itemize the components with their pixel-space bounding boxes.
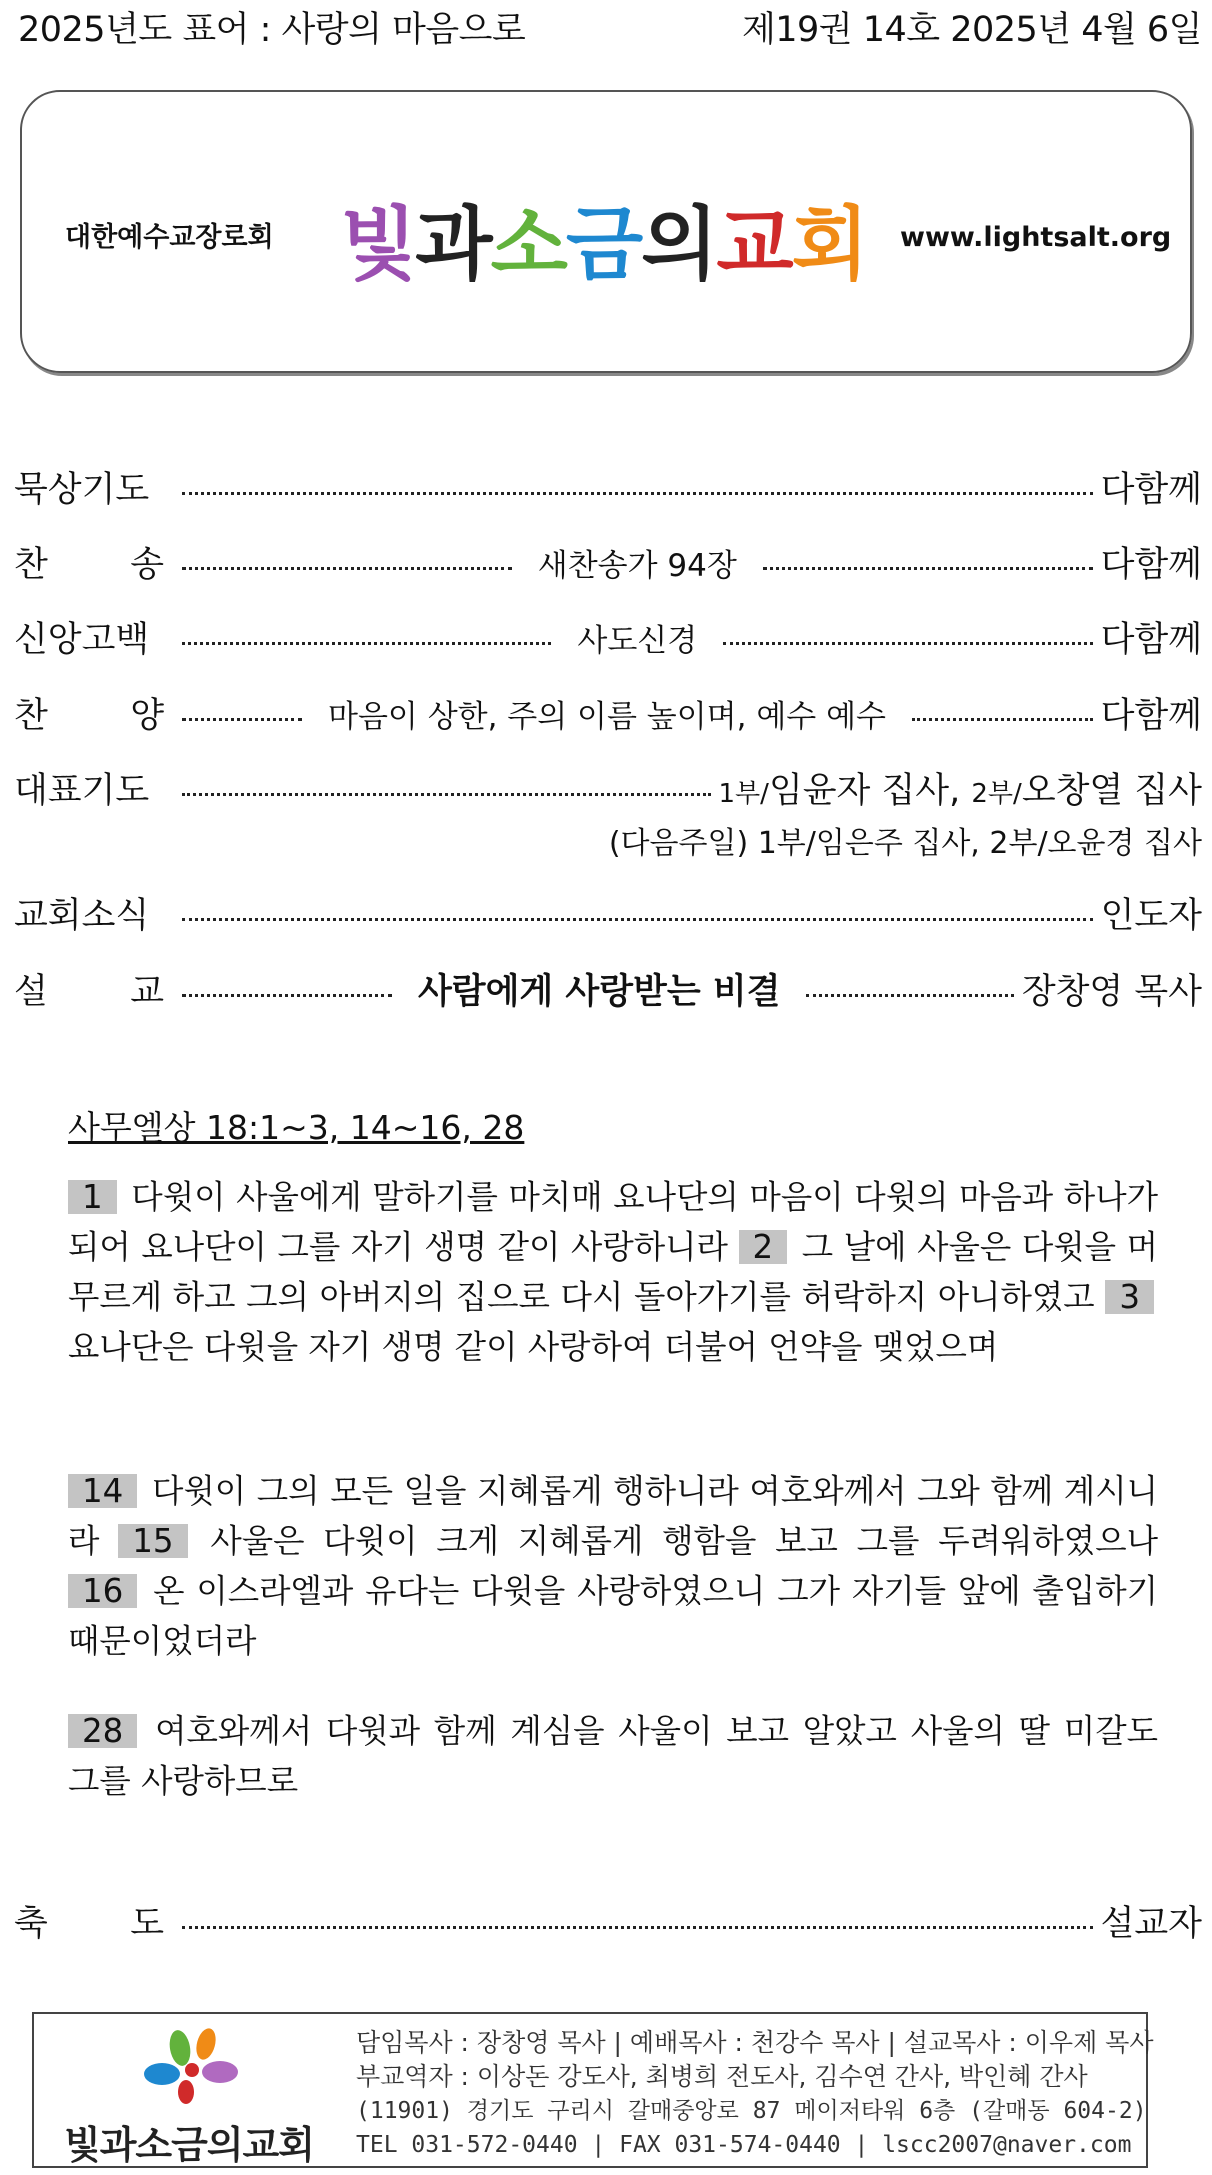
leader-dots bbox=[806, 994, 1013, 997]
order-label: 신앙고백 bbox=[14, 620, 150, 660]
logo-char: 의 bbox=[641, 198, 717, 291]
order-content: 사도신경 bbox=[577, 622, 698, 659]
order-item-sermon bbox=[14, 964, 1202, 1014]
verse-text: 여호와께서 다윗과 함께 계심을 사울이 보고 알았고 사울의 딸 미갈도 그를 사랑하므로 bbox=[68, 1712, 1158, 1800]
order-item-rep-prayer bbox=[14, 763, 1202, 813]
order-leader: 인도자 bbox=[1100, 896, 1202, 936]
footer-church-name: 빛과소금의교회 bbox=[64, 2123, 314, 2167]
verse-text: 요나단은 다윗을 자기 생명 같이 사랑하여 더불어 언약을 맺었으며 bbox=[68, 1328, 999, 1366]
passage-reference: 사무엘상 18:1~3, 14~16, 28 bbox=[68, 1108, 525, 1147]
order-label: 찬 양 bbox=[14, 696, 164, 736]
order-label: 설 교 bbox=[14, 972, 164, 1012]
leader-dots bbox=[912, 718, 1093, 721]
order-leader: 장창영 목사 bbox=[1021, 972, 1202, 1012]
verse-text: 온 이스라엘과 유다는 다윗을 사랑하였으니 그가 자기들 앞에 출입하기 때문이었더라 bbox=[68, 1572, 1158, 1660]
order-item-news bbox=[14, 888, 1202, 938]
order-item-prayer bbox=[14, 462, 1202, 512]
contact-line: TEL 031-572-0440 | FAX 031-574-0440 | lscc2007@naver.com bbox=[356, 2132, 1132, 2158]
order-label: 대표기도 bbox=[14, 771, 150, 811]
pastors-line: 담임목사 : 장창영 목사 | 예배목사 : 천강수 목사 | 설교목사 : 이우제 목사 bbox=[356, 2028, 1154, 2057]
leader-dots bbox=[182, 994, 392, 997]
order-item-creed bbox=[14, 612, 1202, 662]
verse-number: 16 bbox=[68, 1574, 137, 1608]
leader-dots bbox=[182, 918, 1093, 921]
verse-text: 그 날에 사울은 다윗을 머무르게 하고 그의 아버지의 집으로 다시 돌아가기를 허락하지 아니하였고 bbox=[68, 1228, 1158, 1316]
leader-dots bbox=[182, 1926, 1093, 1929]
church-url[interactable]: www.lightsalt.org bbox=[900, 222, 1172, 253]
logo-char: 과 bbox=[415, 198, 491, 291]
leader-dots bbox=[723, 642, 1092, 645]
verse-number: 1 bbox=[68, 1180, 117, 1214]
logo-char: 금 bbox=[565, 198, 642, 291]
order-label: 묵상기도 bbox=[14, 470, 150, 510]
church-motto: 2025년도 표어 : 사랑의 마음으로 bbox=[18, 10, 526, 50]
leader-dots bbox=[182, 567, 512, 570]
order-leader: 다함께 bbox=[1100, 545, 1202, 585]
order-label: 찬 송 bbox=[14, 545, 164, 585]
order-leader: 다함께 bbox=[1100, 696, 1202, 736]
order-item-benediction bbox=[14, 1896, 1202, 1946]
order-content: 마음이 상한, 주의 이름 높이며, 예수 예수 bbox=[328, 698, 886, 735]
logo-char: 빛 bbox=[340, 198, 416, 291]
footer-info bbox=[356, 2026, 1153, 2162]
passage-paragraph bbox=[68, 1172, 1158, 1372]
passage-paragraph bbox=[68, 1706, 1158, 1806]
logo-char: 소 bbox=[490, 198, 566, 291]
issue-date: 제19권 14호 2025년 4월 6일 bbox=[741, 10, 1202, 50]
sermon-title: 사람에게 사랑받는 비결 bbox=[418, 972, 781, 1012]
verse-number: 15 bbox=[118, 1524, 187, 1558]
denomination: 대한예수교장로회 bbox=[65, 222, 274, 253]
leader-dots bbox=[182, 718, 302, 721]
verse-text: 다윗이 그의 모든 일을 지혜롭게 행하니라 여호와께서 그와 함께 계시니라 bbox=[68, 1472, 1158, 1560]
order-label: 축 도 bbox=[14, 1904, 164, 1944]
logo-char: 교 bbox=[716, 198, 792, 291]
order-leader: 다함께 bbox=[1100, 470, 1202, 510]
verse-number: 2 bbox=[739, 1230, 788, 1264]
next-week-prayer: (다음주일) 1부/임은주 집사, 2부/오윤경 집사 bbox=[608, 826, 1202, 861]
order-leader: 1부/임윤자 집사, 2부/오창열 집사 bbox=[718, 771, 1202, 811]
order-item-hymn bbox=[14, 537, 1202, 587]
church-flower-logo bbox=[134, 2026, 254, 2116]
footer-box bbox=[32, 2012, 1154, 2168]
logo-char: 회 bbox=[791, 198, 867, 291]
verse-number: 28 bbox=[68, 1714, 137, 1748]
church-logo bbox=[340, 180, 867, 295]
address-line: (11901) 경기도 구리시 갈매중앙로 87 메이저타워 6층 (갈매동 604-2) bbox=[356, 2098, 1147, 2124]
leader-dots bbox=[763, 567, 1093, 570]
verse-text: 사울은 다윗이 크게 지혜롭게 행함을 보고 그를 두려워하였으나 bbox=[210, 1522, 1158, 1560]
leader-dots bbox=[182, 642, 551, 645]
staff-line: 부교역자 : 이상돈 강도사, 최병희 전도사, 김수연 간사, 박인혜 간사 bbox=[356, 2062, 1088, 2091]
verse-number: 14 bbox=[68, 1474, 137, 1508]
order-content: 새찬송가 94장 bbox=[537, 547, 737, 584]
order-leader: 다함께 bbox=[1100, 620, 1203, 660]
verse-text: 다윗이 사울에게 말하기를 마치매 요나단의 마음이 다윗의 마음과 하나가 되어 요나단이 그를 자기 생명 같이 사랑하니라 bbox=[68, 1178, 1158, 1266]
order-label: 교회소식 bbox=[14, 896, 150, 936]
order-leader: 설교자 bbox=[1100, 1904, 1202, 1944]
passage-paragraph bbox=[68, 1466, 1158, 1666]
leader-dots bbox=[182, 492, 1093, 495]
order-item-praise bbox=[14, 688, 1202, 738]
verse-number: 3 bbox=[1105, 1280, 1154, 1314]
leader-dots bbox=[182, 793, 711, 796]
